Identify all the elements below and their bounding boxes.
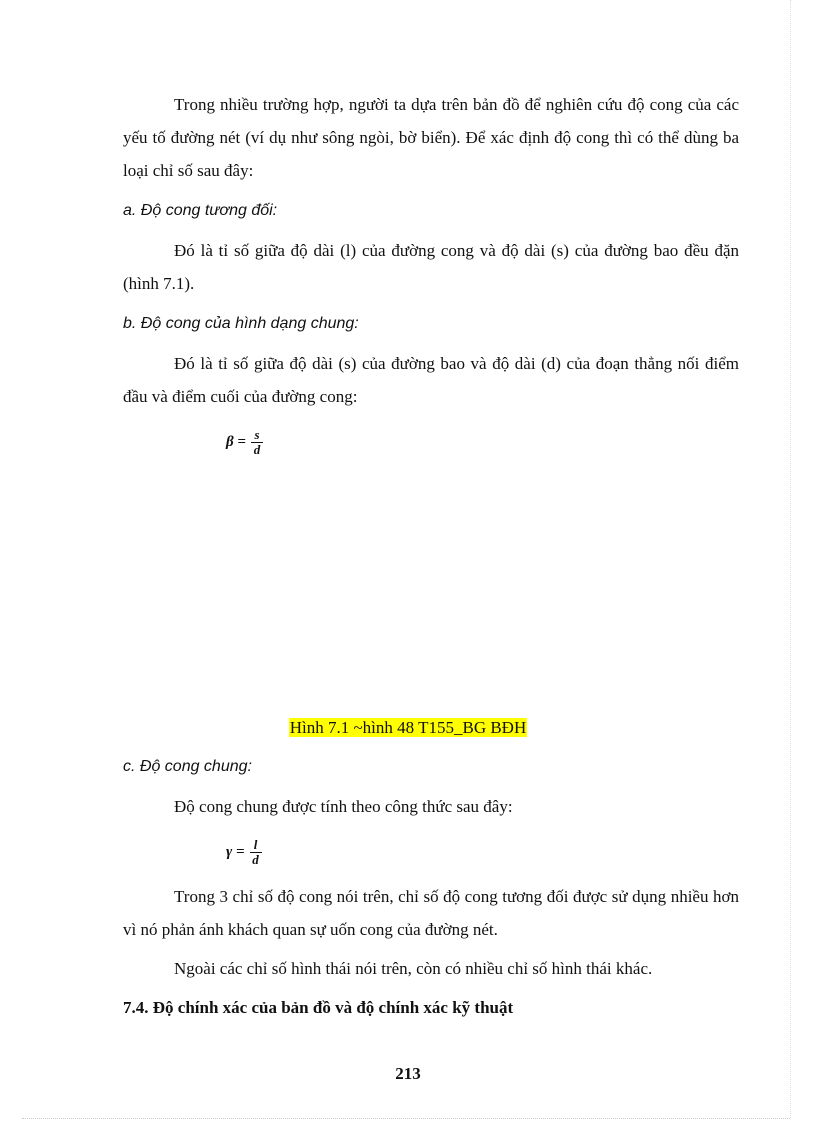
formula-beta-numerator: s [254, 427, 260, 442]
relative-curvature-paragraph: Đó là tỉ số giữa độ dài (l) của đường cong và độ dài (s) của đường bao đều đặn (hình 7.1). [123, 241, 739, 293]
page-border-right [790, 0, 791, 1118]
page-number: 213 [395, 1064, 421, 1083]
formula-gamma-lhs: γ = [226, 844, 245, 860]
formula-gamma [226, 838, 262, 867]
section-heading: 7.4. Độ chính xác của bản đồ và độ chính xác kỹ thuật [123, 998, 514, 1017]
figure-caption [0, 716, 816, 740]
general-curvature-paragraph: Độ cong chung được tính theo công thức sau đây: [174, 797, 513, 816]
formula-beta-lhs: β = [226, 434, 246, 450]
formula-beta-fraction [251, 428, 263, 457]
formula-gamma-denominator: d [252, 852, 259, 867]
page-border-bottom [22, 1118, 790, 1119]
formula-beta-denominator: d [253, 442, 261, 457]
heading-general-curvature: c. Độ cong chung: [123, 758, 252, 775]
intro-paragraph: Trong nhiều trường hợp, người ta dựa trên bản đồ để nghiên cứu độ cong của các yếu tố đường nét (ví dụ như sông ngòi, bờ biển). Để xác định độ cong thì có thể dùng ba loại chỉ số sau đây: [123, 95, 739, 180]
shape-curvature-paragraph: Đó là tỉ số giữa độ dài (s) của đường bao và độ dài (d) của đoạn thẳng nối điểm đầu và điểm cuối của đường cong: [123, 354, 739, 406]
formula-gamma-numerator: l [253, 837, 258, 852]
formula-gamma-fraction [250, 838, 262, 867]
summary-paragraph: Trong 3 chỉ số độ cong nói trên, chỉ số độ cong tương đối được sử dụng nhiều hơn vì nó phản ánh khách quan sự uốn cong của đường nét. [123, 887, 739, 939]
other-indices-paragraph: Ngoài các chỉ số hình thái nói trên, còn có nhiều chỉ số hình thái khác. [174, 959, 653, 978]
heading-shape-curvature: b. Độ cong của hình dạng chung: [123, 315, 359, 332]
heading-relative-curvature: a. Độ cong tương đối: [123, 202, 278, 219]
figure-caption-text: Hình 7.1 ~hình 48 T155_BG BĐH [289, 718, 527, 737]
formula-beta [226, 428, 263, 457]
